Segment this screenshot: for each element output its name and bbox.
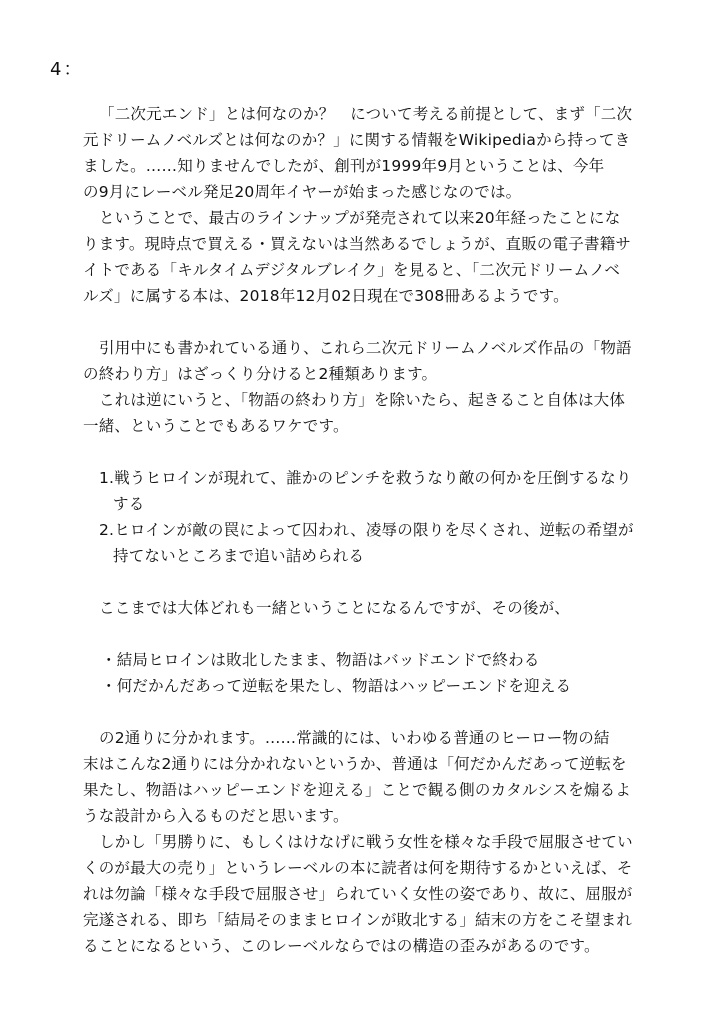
numbered-list-item: 1.戦うヒロインが現れて、誰かのピンチを救うなり敵の何かを圧倒するなり (99, 469, 632, 487)
numbered-list-item-continuation: 持てないところまで追い詰められる (113, 547, 365, 565)
paragraph-line: ということで、最古のラインナップが発売されて以来20年経ったことにな (99, 209, 621, 227)
paragraph-line: ることになるという、このレーベルならではの構造の歪みがあるのです。 (83, 937, 600, 955)
paragraph-line: の9月にレーベル発足20周年イヤーが始まった感じなのでは。 (83, 183, 522, 201)
paragraph-line: これは逆にいうと、「物語の終わり方」を除いたら、起きること自体は大体 (99, 391, 626, 409)
paragraph-line: ここまでは大体どれも一緒ということになるんですが、その後が、 (99, 599, 571, 617)
paragraph-line: 果たし、物語はハッピーエンドを迎える」ことで観る側のカタルシスを煽るよ (83, 781, 632, 799)
bullet-list-item: ・何だかんだあって逆転を果たし、物語はハッピーエンドを迎える (101, 677, 572, 695)
paragraph-line: 元ドリームノベルズとは何なのか？」に関する情報をWikipediaから持ってき (83, 131, 631, 149)
paragraph-line: しかし「男勝りに、もしくはけなげに戦う女性を様々な手段で屈服させてい (99, 833, 633, 851)
paragraph-line: うな設計から入るものだと思います。 (83, 807, 349, 825)
paragraph-line: イトである「キルタイムデジタルブレイク」を見ると、「二次元ドリームノベ (83, 261, 621, 279)
paragraph-line: ました。……知りませんでしたが、創刊が1999年9月ということは、今年 (83, 157, 605, 175)
paragraph-line: 引用中にも書かれている通り、これら二次元ドリームノベルズ作品の「物語 (99, 339, 632, 357)
paragraph-line: ります。現時点で買える・買えないは当然あるでしょうが、直販の電子書籍サ (83, 235, 632, 253)
paragraph-line: の2通りに分かれます。……常識的には、いわゆる普通のヒーロー物の結 (99, 729, 610, 747)
numbered-list-item-continuation: する (113, 495, 145, 513)
page-number: 4： (50, 59, 84, 80)
paragraph-line: ルズ」に属する本は、2018年12月02日現在で308冊あるようです。 (83, 287, 569, 305)
paragraph-line: 末はこんな2通りには分かれないというか、普通は「何だかんだあって逆転を (83, 755, 627, 773)
paragraph-line: 「二次元エンド」とは何なのか？ について考える前提として、まず「二次 (99, 105, 633, 123)
numbered-list-item: 2.ヒロインが敵の罠によって囚われ、凌辱の限りを尽くされ、逆転の希望が (99, 521, 634, 539)
bullet-list-item: ・結局ヒロインは敗北したまま、物語はバッドエンドで終わる (101, 651, 540, 669)
paragraph-line: くのが最大の売り」というレーベルの本に読者は何を期待するかといえば、そ (83, 859, 633, 877)
paragraph-line: の終わり方」はざっくり分けると2種類あります。 (83, 365, 438, 383)
paragraph-line: 一緒、ということでもあるワケです。 (83, 417, 349, 435)
paragraph-line: れは勿論「様々な手段で屈服させ」られていく女性の姿であり、故に、屈服が (83, 885, 633, 903)
paragraph-line: 完遂される、即ち「結局そのままヒロインが敗北する」結末の方をこそ望まれ (83, 911, 633, 929)
